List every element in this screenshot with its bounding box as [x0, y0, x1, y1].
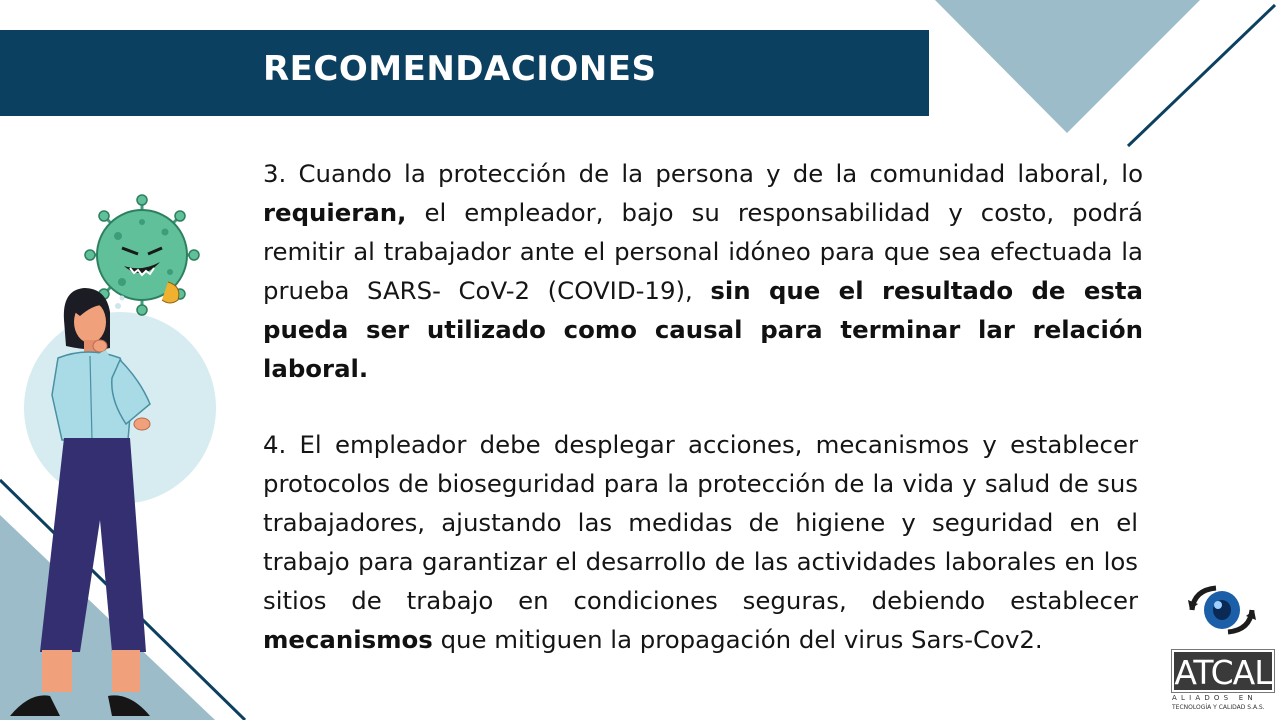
recommendation-4-text-a: 4. El empleador debe desplegar acciones, mecanismos y establecer protocolos de bioseguridad para la protección de la vida y salud de sus trabajadores, ajustando las medidas de higiene y seguridad en el trabajo para garantizar el desarrollo de las actividades laborales en los sitios de trabajo en condiciones seguras, debiendo establecer — [263, 430, 1138, 615]
recommendation-4 — [263, 425, 1138, 659]
atcal-tagline-1: ALIADOS EN — [1172, 694, 1257, 702]
recommendation-4-bold-mecanismos: mecanismos — [263, 625, 433, 654]
recommendation-3-bold-requieran: requieran, — [263, 198, 407, 227]
recommendation-4-text-c: que mitiguen la propagación del virus Sars-Cov2. — [432, 625, 1043, 654]
recommendation-3 — [263, 154, 1143, 388]
atcal-logo: ATCAL — [1172, 650, 1274, 692]
recommendation-3-text-a: 3. Cuando la protección de la persona y de la comunidad laboral, lo — [263, 159, 1143, 188]
recommendation-3-bold-result: sin que el resultado de esta pueda ser utilizado como causal para terminar lar relación laboral. — [263, 276, 1143, 383]
recommendation-3-text-c: el empleador, bajo su responsabilidad y costo, podrá remitir al trabajador ante el personal idóneo para que sea efectuada la prueba SARS- CoV-2 (COVID-19), — [263, 198, 1143, 305]
page-title: RECOMENDACIONES — [263, 49, 657, 89]
atcal-tagline-2: TECNOLOGÍA Y CALIDAD S.A.S. — [1172, 704, 1265, 711]
